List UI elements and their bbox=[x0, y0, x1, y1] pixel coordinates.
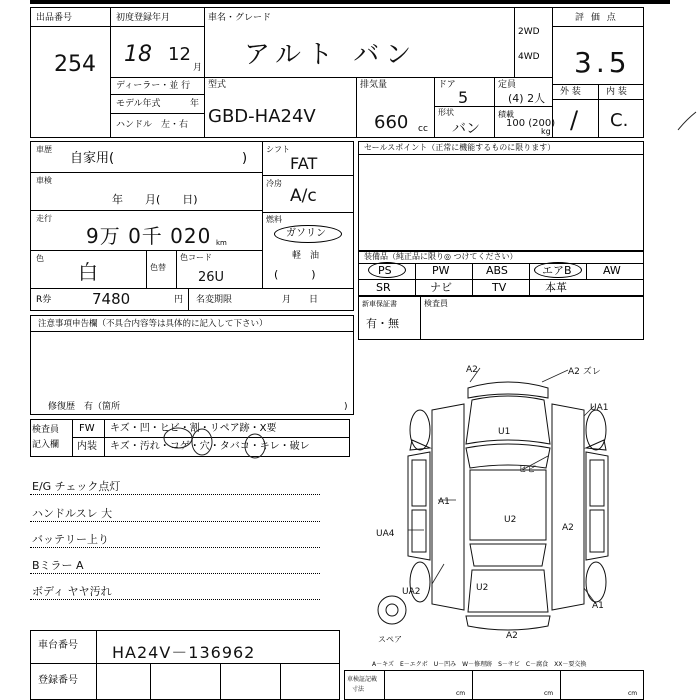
shift-label: シフト bbox=[266, 145, 290, 154]
exterior-label: 外 装 bbox=[560, 87, 581, 97]
code-circles-scribble bbox=[160, 420, 270, 460]
pen-stroke-mark bbox=[676, 108, 698, 134]
recycle-label: R券 bbox=[36, 295, 52, 305]
inspector-notes-label2: 記入欄 bbox=[32, 440, 60, 450]
ac-value: A/c bbox=[290, 186, 317, 206]
diag-mark-3: UA1 bbox=[590, 403, 609, 413]
displacement-label: 排気量 bbox=[360, 80, 388, 90]
fuel-paren: ( ) bbox=[274, 268, 316, 281]
capacity-label: 定員 bbox=[498, 80, 517, 90]
warranty-label: 新車保証書 bbox=[362, 300, 397, 308]
first-reg-label: 初度登録年月 bbox=[116, 13, 171, 23]
equip-tv: TV bbox=[492, 281, 507, 294]
handle-label: ハンドル 左・右 bbox=[116, 120, 189, 130]
first-reg-unit: 月 bbox=[193, 63, 203, 73]
carname-value: アルト バン bbox=[244, 40, 418, 70]
equipment-title: 装備品（純正品に限り◎ つけてください） bbox=[364, 252, 518, 261]
first-reg-month: 12 bbox=[168, 44, 191, 65]
capacity-value: (4) 2人 bbox=[508, 92, 546, 105]
diag-mark-8: A2 bbox=[562, 523, 574, 533]
note-line-4: Bミラー A bbox=[32, 559, 84, 572]
selling-points-box bbox=[358, 141, 644, 251]
chassis-label: 車台番号 bbox=[38, 640, 78, 651]
size-unit-1: cm bbox=[456, 690, 466, 697]
fw-label: FW bbox=[79, 423, 95, 434]
equip-ps: PS bbox=[378, 264, 392, 277]
carname-label: 車名・グレード bbox=[208, 13, 272, 23]
damage-legend: A－キズ E－エクボ U－凹み W－修理跡 S－サビ C－腐食 XX－要交換 bbox=[372, 661, 587, 668]
diag-mark-10: UA2 bbox=[402, 587, 421, 597]
model-value: GBD-HA24V bbox=[208, 106, 316, 127]
lot-number: 254 bbox=[54, 52, 96, 77]
lot-label: 出品番号 bbox=[36, 13, 73, 23]
repair-history: 修復歴 有（箇所 bbox=[48, 402, 121, 412]
warranty-value: 有・無 bbox=[366, 317, 399, 330]
usage-label: 車歴 bbox=[36, 145, 52, 154]
inspection-text: 年 月( 日) bbox=[112, 193, 198, 206]
size-unit-2: cm bbox=[544, 690, 554, 697]
notes-box bbox=[30, 315, 354, 415]
fw-codes: キズ・凹・ヒビ・割・リペア跡・X要 bbox=[110, 423, 277, 434]
note-line-3: バッテリー上り bbox=[32, 533, 109, 546]
fuel-label: 燃料 bbox=[266, 215, 282, 224]
diag-mark-12: A1 bbox=[592, 601, 604, 611]
color-change-label: 色替 bbox=[150, 263, 166, 272]
note-line-5: ボディ ヤヤ汚れ bbox=[32, 585, 112, 598]
diag-mark-9: UA4 bbox=[376, 529, 395, 539]
usage-close: ) bbox=[242, 151, 248, 166]
equip-airbag: エアB bbox=[542, 264, 572, 277]
shift-value: FAT bbox=[290, 154, 318, 173]
color-value: 白 bbox=[78, 260, 98, 284]
color-code-label: 色コード bbox=[180, 253, 212, 262]
equip-pw: PW bbox=[432, 264, 450, 277]
fuel-alt: 軽 油 bbox=[292, 251, 320, 261]
drive-4wd: 4WD bbox=[518, 52, 540, 62]
inspector-notes-label1: 検査員 bbox=[32, 425, 60, 435]
displacement-unit: cc bbox=[418, 124, 428, 134]
ac-label: 冷房 bbox=[266, 179, 282, 188]
diag-mark-6: A1 bbox=[438, 497, 450, 507]
size-label-2: 寸法 bbox=[352, 686, 365, 693]
usage-value: 自家用( bbox=[70, 151, 115, 166]
equip-sr: SR bbox=[376, 281, 391, 294]
inspector-label: 検査員 bbox=[424, 299, 448, 308]
first-reg-year: 18 bbox=[124, 42, 152, 67]
load-unit: kg bbox=[541, 127, 551, 136]
score-value: 3.5 bbox=[574, 46, 631, 79]
chassis-value: HA24V－136962 bbox=[112, 643, 256, 662]
diag-mark-2: A2 ズレ bbox=[568, 367, 601, 377]
fuel-value: ガソリン bbox=[286, 228, 326, 239]
mileage-unit: km bbox=[216, 239, 227, 247]
shape-value: バン bbox=[452, 121, 480, 137]
score-label: 評 価 点 bbox=[575, 13, 618, 23]
notes-title: 注意事項申告欄（不具合内容等は具体的に記入して下さい） bbox=[38, 319, 268, 329]
diag-mark-5: ヒビ bbox=[518, 465, 537, 475]
color-code-value: 26U bbox=[198, 270, 225, 285]
reg-label: 登録番号 bbox=[38, 675, 78, 686]
diag-mark-11: U2 bbox=[476, 583, 489, 593]
interior-value: C. bbox=[610, 110, 629, 131]
diag-mark-1: A2 bbox=[466, 365, 478, 375]
recycle-value: 7480 bbox=[92, 290, 131, 308]
displacement-value: 660 bbox=[374, 112, 409, 133]
car-damage-diagram bbox=[372, 360, 644, 650]
note-line-1: E/G チェック点灯 bbox=[32, 480, 121, 493]
door-value: 5 bbox=[458, 88, 469, 107]
equip-leather: 本革 bbox=[545, 281, 567, 294]
name-change-text: 月 日 bbox=[282, 295, 319, 305]
door-label: ドア bbox=[438, 80, 456, 90]
size-box bbox=[344, 670, 644, 700]
warranty-box bbox=[358, 296, 644, 340]
model-year-unit: 年 bbox=[190, 99, 200, 109]
interior-label: 内 装 bbox=[606, 87, 627, 97]
load-value: 100 (200) bbox=[506, 118, 556, 129]
equip-abs: ABS bbox=[486, 264, 508, 277]
exterior-value: / bbox=[570, 106, 579, 134]
note-line-2: ハンドルスレ 大 bbox=[32, 507, 113, 520]
mileage-label: 走行 bbox=[36, 214, 52, 223]
recycle-unit: 円 bbox=[174, 295, 184, 305]
mileage-value: 9万 0千 020 bbox=[86, 224, 212, 248]
model-label: 型式 bbox=[208, 80, 227, 90]
drive-2wd: 2WD bbox=[518, 27, 540, 37]
selling-points-title: セールスポイント（正常に機能するものに限ります） bbox=[364, 143, 556, 152]
repair-close: ) bbox=[344, 402, 348, 412]
color-label: 色 bbox=[36, 254, 44, 263]
model-year-label: モデル年式 bbox=[116, 99, 161, 109]
equip-aw: AW bbox=[603, 264, 621, 277]
size-unit-3: cm bbox=[628, 690, 638, 697]
spare-label: スペア bbox=[378, 635, 402, 644]
diag-mark-4: U1 bbox=[498, 427, 511, 437]
equip-navi: ナビ bbox=[430, 281, 452, 294]
top-border-strip bbox=[30, 0, 670, 4]
load-label: 積載 bbox=[498, 110, 514, 119]
size-label-1: 車検証記載 bbox=[347, 676, 378, 683]
name-change-label: 名変期限 bbox=[196, 295, 233, 305]
dealer-label: ディーラー・並 行 bbox=[116, 81, 191, 91]
diag-mark-7: U2 bbox=[504, 515, 517, 525]
int-codes: キズ・汚れ・コゲ・穴・タバコ・キレ・破レ bbox=[110, 441, 310, 452]
inspection-label: 車検 bbox=[36, 176, 52, 185]
equip-ps-circle bbox=[368, 262, 406, 278]
diag-mark-13: A2 bbox=[506, 631, 518, 641]
equip-airbag-circle bbox=[534, 262, 582, 278]
int-label: 内装 bbox=[77, 441, 97, 452]
shape-label: 形状 bbox=[438, 108, 454, 117]
